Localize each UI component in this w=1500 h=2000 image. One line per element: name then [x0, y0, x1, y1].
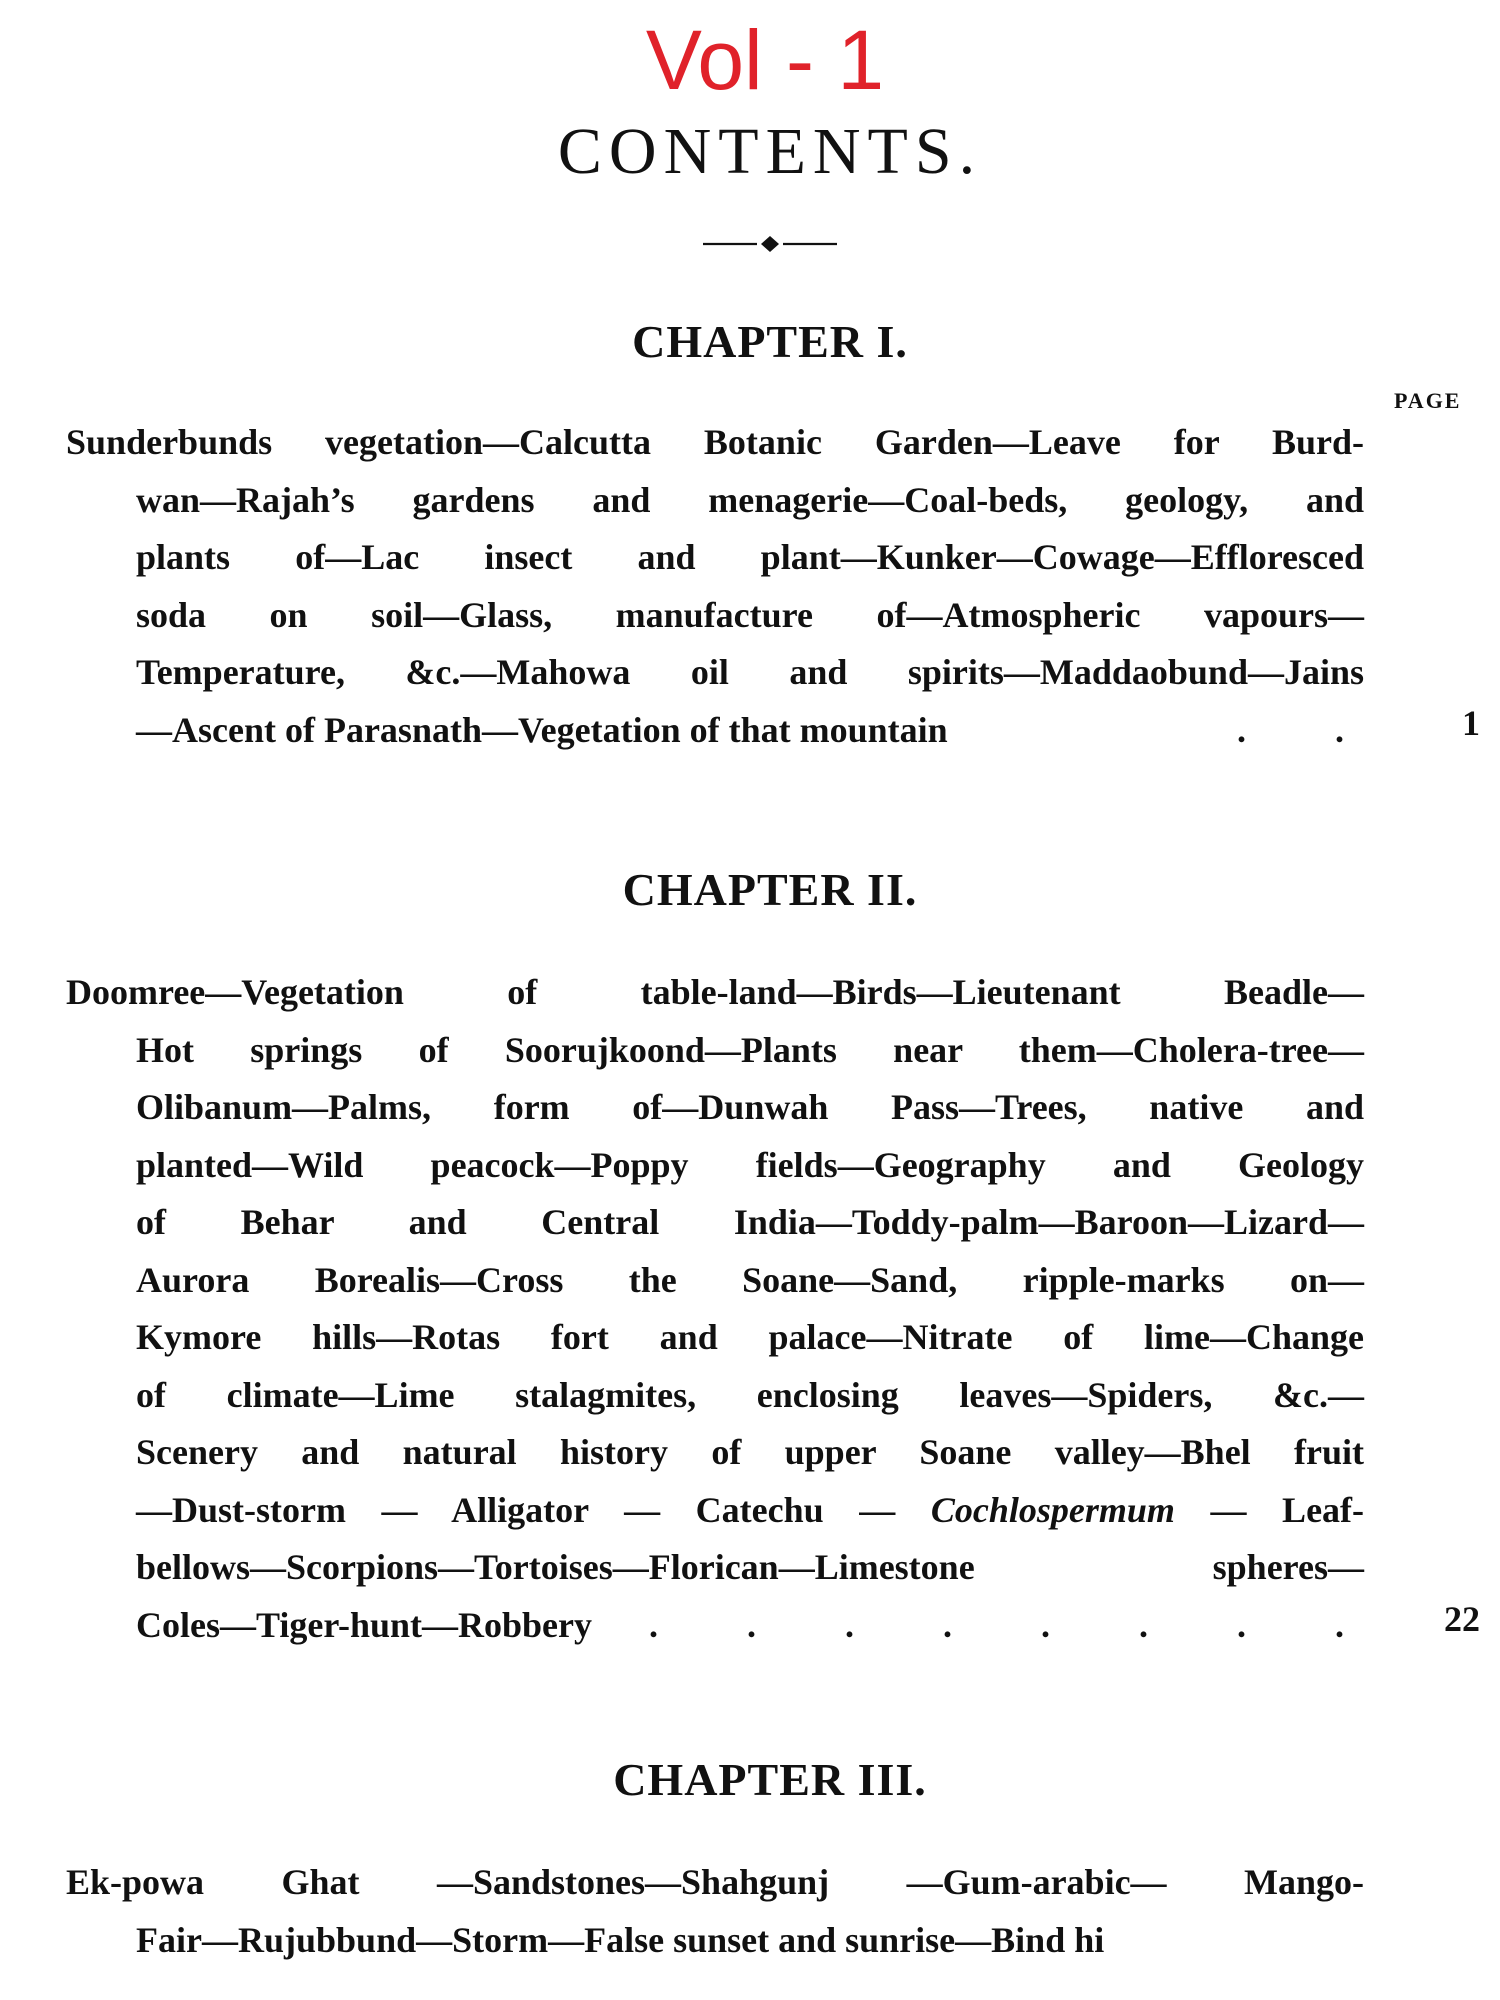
summary-line: Doomree—Vegetation of table-land—Birds—Lieutenant Beadle— [66, 972, 1364, 1012]
chapter-2-summary [66, 964, 1384, 1654]
summary-line-with-italic [136, 1482, 1364, 1540]
summary-line: Olibanum—Palms, form of—Dunwah Pass—Trees, native and [136, 1087, 1364, 1127]
contents-title: CONTENTS. [557, 115, 983, 188]
summary-line: Kymore hills—Rotas fort and palace—Nitrate of lime—Change [136, 1317, 1364, 1357]
summary-line: Sunderbunds vegetation—Calcutta Botanic Garden—Leave for Burd- [66, 422, 1364, 462]
chapter-1-page-number: 1 [1462, 703, 1480, 743]
leader-dots: . . [1237, 709, 1384, 750]
summary-line-text: —Dust-storm — Alligator — Catechu — [136, 1489, 896, 1530]
summary-line-last [136, 1597, 1384, 1655]
chapter-3-summary [66, 1854, 1364, 1969]
divider-ornament-icon [703, 232, 837, 256]
page-column-header: PAGE [1394, 388, 1462, 413]
summary-line: soda on soil—Glass, manufacture of—Atmospheric vapours— [136, 594, 1364, 635]
summary-line: planted—Wild peacock—Poppy fields—Geography and Geology [136, 1144, 1364, 1185]
summary-line: Aurora Borealis—Cross the Soane—Sand, ripple-marks on— [136, 1259, 1364, 1300]
chapter-3-title: CHAPTER III. [613, 1754, 927, 1805]
summary-line: of Behar and Central India—Toddy-palm—Baroon—Lizard— [136, 1202, 1364, 1242]
summary-line-last [136, 702, 1384, 760]
summary-line: wan—Rajah’s gardens and menagerie—Coal-beds, geology, and [136, 479, 1364, 520]
summary-line: plants of—Lac insect and plant—Kunker—Cowage—Effloresced [136, 537, 1364, 577]
summary-line: Temperature, &c.—Mahowa oil and spirits—Maddaobund—Jains [136, 652, 1364, 692]
volume-label: Vol - 1 [645, 13, 885, 107]
chapter-1-title: CHAPTER I. [632, 316, 908, 367]
chapter-2-title: CHAPTER II. [622, 864, 918, 915]
summary-line: Ek-powa Ghat —Sandstones—Shahgunj —Gum-arabic— Mango- [66, 1862, 1364, 1902]
summary-line: Hot springs of Soorujkoond—Plants near them—Cholera-tree— [136, 1029, 1364, 1070]
summary-line-tail: — Leaf- [1210, 1489, 1365, 1530]
summary-line: of climate—Lime stalagmites, enclosing leaves—Spiders, &c.— [136, 1374, 1364, 1415]
chapter-1-summary [66, 414, 1384, 759]
summary-line: Fair—Rujubbund—Storm—False sunset and sunrise—Bind hi [136, 1919, 1105, 1960]
summary-line-text: —Ascent of Parasnath—Vegetation of that mountain [136, 709, 948, 750]
chapter-2-page-number: 22 [1444, 1599, 1480, 1639]
summary-line: bellows—Scorpions—Tortoises—Florican—Limestone spheres— [136, 1547, 1364, 1587]
italic-term: Cochlospermum [930, 1489, 1175, 1530]
summary-line: Scenery and natural history of upper Soane valley—Bhel fruit [136, 1432, 1364, 1472]
summary-line-text: Coles—Tiger-hunt—Robbery [136, 1604, 593, 1645]
leader-dots: . . . . . . . . [649, 1604, 1384, 1645]
